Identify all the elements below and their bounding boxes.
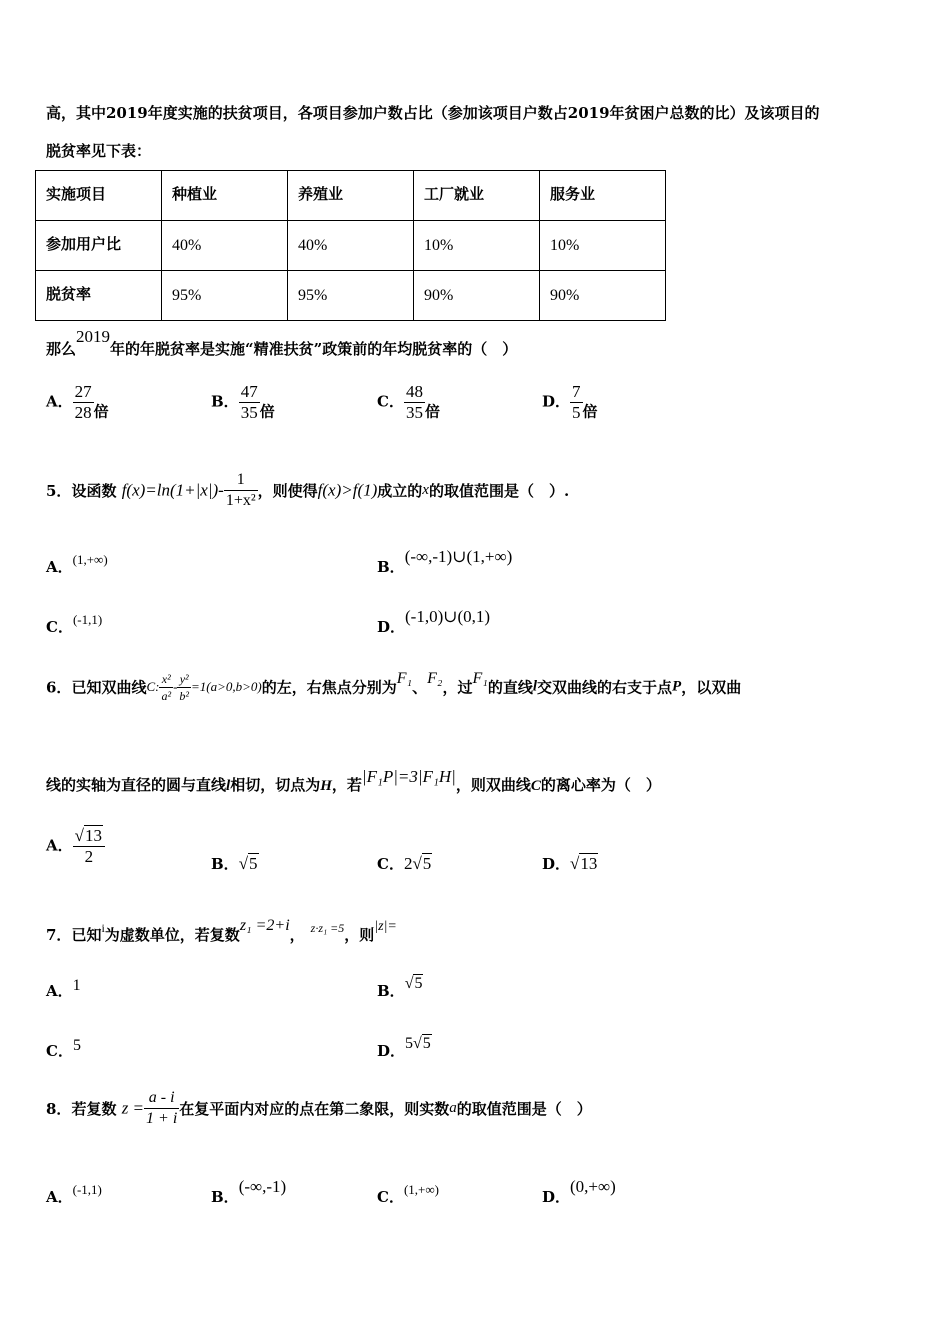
table-cell: 95% bbox=[162, 271, 288, 321]
q5-stem-text: ，则使得 bbox=[257, 482, 318, 500]
numerator: 27 bbox=[74, 382, 92, 401]
option-suffix: 倍 bbox=[424, 402, 440, 421]
table-header-cell: 种植业 bbox=[162, 171, 288, 221]
q8-stem-text: 在复平面内对应的点在第二象限，则实数 bbox=[179, 1100, 450, 1118]
option-label: B． bbox=[211, 1188, 239, 1206]
q4-option-b[interactable] bbox=[211, 382, 275, 423]
numerator: y² bbox=[177, 671, 191, 688]
q5-option-b[interactable] bbox=[377, 547, 513, 577]
option-value: (-∞,-1) bbox=[238, 1177, 287, 1196]
numerator: 48 bbox=[405, 382, 423, 401]
q4-stem-pre: 那么 bbox=[46, 340, 77, 358]
q8-option-c[interactable] bbox=[377, 1182, 439, 1207]
q6-stem-text: ，则双曲线 bbox=[455, 776, 531, 794]
q8-stem-text: 的取值范围是（ ） bbox=[456, 1100, 592, 1118]
q6-option-a[interactable] bbox=[46, 826, 105, 867]
sqrt-expression: √13 bbox=[74, 826, 102, 845]
sqrt-expression: 5√5 bbox=[405, 1035, 431, 1052]
q5-stem-text: 成立的 bbox=[377, 482, 423, 500]
option-suffix: 倍 bbox=[259, 402, 275, 421]
table-cell: 90% bbox=[540, 271, 666, 321]
option-label: D． bbox=[542, 855, 571, 873]
coefficient: 2 bbox=[403, 854, 413, 873]
denominator: a² bbox=[161, 688, 172, 703]
q6-line-l: l bbox=[532, 678, 538, 695]
q8-z: z = bbox=[121, 1098, 145, 1118]
option-value: 1 bbox=[72, 977, 81, 994]
denominator: 35 bbox=[405, 403, 423, 422]
table-header-cell: 工厂就业 bbox=[414, 171, 540, 221]
table-header-cell: 养殖业 bbox=[288, 171, 414, 221]
option-label: A． bbox=[46, 558, 73, 576]
question-number: 7． bbox=[46, 926, 72, 944]
option-value: (1,+∞) bbox=[72, 552, 108, 567]
radicand: 13 bbox=[84, 826, 102, 845]
option-fraction bbox=[404, 382, 425, 423]
q4-stem-post: 年的年脱贫率是实施“精准扶贫”政策前的年均脱贫率的（ ） bbox=[110, 340, 518, 358]
table-header-cell: 服务业 bbox=[540, 171, 666, 221]
option-label: C． bbox=[46, 1042, 73, 1060]
q6-option-b[interactable] bbox=[211, 853, 259, 874]
q5-function-fraction bbox=[224, 470, 258, 511]
question-number: 8． bbox=[46, 1100, 72, 1118]
option-label: C． bbox=[377, 392, 404, 411]
q6-line-l: l bbox=[226, 778, 231, 794]
q7-option-d[interactable] bbox=[377, 1035, 432, 1061]
option-fraction bbox=[570, 382, 583, 423]
denominator: 2 bbox=[84, 847, 94, 866]
numerator: 7 bbox=[572, 382, 581, 401]
numerator: 1 bbox=[224, 470, 258, 491]
option-suffix: 倍 bbox=[93, 402, 109, 421]
intro-line-2: 脱贫率见下表： bbox=[46, 142, 152, 160]
denominator: 1+x² bbox=[225, 492, 256, 509]
q6-y-fraction bbox=[177, 671, 191, 704]
table-row bbox=[36, 271, 666, 321]
denominator: b² bbox=[179, 688, 190, 703]
option-label: A． bbox=[46, 836, 73, 855]
q6-curve-c: C bbox=[530, 778, 541, 794]
sqrt-expression: √5 bbox=[238, 854, 258, 873]
q5-function: f(x)=ln(1+|x|)- bbox=[121, 480, 224, 500]
table-cell: 40% bbox=[288, 221, 414, 271]
q6-stem-text: 交双曲线的右支于点 bbox=[537, 678, 673, 697]
q8-option-d[interactable] bbox=[542, 1177, 616, 1207]
option-label: A． bbox=[46, 982, 73, 1000]
q7-imag-unit: i bbox=[101, 921, 105, 935]
q8-fraction bbox=[144, 1088, 179, 1129]
option-label: C． bbox=[377, 855, 404, 873]
q6-point-p: P bbox=[672, 678, 682, 695]
option-label: D． bbox=[377, 618, 406, 636]
q7-stem-text: 已知 bbox=[71, 926, 102, 944]
q5-variable: x bbox=[422, 482, 429, 498]
option-fraction bbox=[73, 382, 94, 423]
q6-focus-f1: F₁ bbox=[472, 670, 488, 687]
q5-option-c[interactable] bbox=[46, 612, 103, 637]
option-label: D． bbox=[542, 1188, 571, 1206]
q7-stem-text: 为虚数单位，若复数 bbox=[104, 926, 240, 944]
table-row-label: 参加用户比 bbox=[36, 221, 162, 271]
q6-stem-text: 线的实轴为直径的圆与直线 bbox=[46, 776, 227, 794]
q5-stem bbox=[46, 470, 569, 511]
radicand: 5 bbox=[422, 854, 432, 873]
radicand: 5 bbox=[249, 854, 258, 873]
q5-inequality: f(x)>f(1) bbox=[317, 480, 378, 500]
option-label: C． bbox=[377, 1188, 404, 1206]
q6-stem-text: 相切，切点为 bbox=[230, 776, 321, 794]
q5-option-a[interactable] bbox=[46, 552, 108, 577]
q6-focus-f1: F₁ bbox=[396, 670, 413, 687]
option-label: B． bbox=[377, 558, 405, 576]
denominator: 1 + i bbox=[146, 1110, 178, 1127]
q7-option-c[interactable] bbox=[46, 1037, 81, 1061]
option-label: B． bbox=[211, 855, 239, 873]
q6-point-h: H bbox=[320, 778, 332, 794]
denominator: 5 bbox=[572, 403, 581, 422]
option-value: (-1,1) bbox=[72, 1182, 102, 1197]
q6-x-fraction bbox=[159, 671, 173, 704]
table-cell: 10% bbox=[414, 221, 540, 271]
q6-stem-line-1 bbox=[46, 670, 741, 704]
denominator: 35 bbox=[240, 403, 258, 422]
option-suffix: 倍 bbox=[582, 402, 598, 421]
option-label: D． bbox=[377, 1042, 406, 1060]
q6-stem-text: 的直线 bbox=[487, 678, 533, 697]
option-label: B． bbox=[377, 982, 405, 1000]
q6-stem-text: ，若 bbox=[331, 776, 362, 794]
numerator: x² bbox=[159, 671, 173, 688]
option-value: (-∞,-1)∪(1,+∞) bbox=[404, 547, 513, 566]
q6-stem-text: ，以双曲 bbox=[681, 678, 742, 697]
q7-modulus: |z|= bbox=[374, 919, 397, 934]
option-fraction bbox=[73, 826, 105, 867]
q5-stem-text: 的取值范围是（ ）. bbox=[428, 482, 570, 500]
q6-separator: 、 bbox=[412, 678, 428, 697]
table-header-cell: 实施项目 bbox=[36, 171, 162, 221]
intro-line-1: 高，其中2019年度实施的扶贫项目，各项目参加户数占比（参加该项目户数占2019年贫困户总数的比）及该项目的 bbox=[46, 104, 820, 122]
coefficient: 5 bbox=[405, 1035, 414, 1052]
option-label: C． bbox=[46, 618, 73, 636]
table-cell: 95% bbox=[288, 271, 414, 321]
q6-focus-f2: F₂ bbox=[427, 670, 443, 687]
q4-year: 2019 bbox=[76, 327, 111, 346]
table-row-label: 脱贫率 bbox=[36, 271, 162, 321]
q6-stem-text: ，过 bbox=[442, 678, 473, 697]
q4-stem bbox=[46, 327, 518, 359]
radicand: 5 bbox=[414, 975, 423, 992]
q6-minus: - bbox=[173, 679, 178, 694]
q7-stem-text: ， bbox=[289, 926, 305, 944]
poverty-table bbox=[35, 170, 666, 321]
option-label: D． bbox=[542, 392, 571, 411]
q8-option-b[interactable] bbox=[211, 1177, 287, 1207]
sqrt-expression: √13 bbox=[570, 854, 598, 873]
q7-stem-text: ，则 bbox=[344, 926, 375, 944]
table-cell: 40% bbox=[162, 221, 288, 271]
sqrt-expression: √5 bbox=[404, 975, 423, 992]
question-number: 6． bbox=[46, 678, 72, 697]
numerator: 47 bbox=[240, 382, 258, 401]
table-row bbox=[36, 221, 666, 271]
q6-curve-condition: =1(a>0,b>0) bbox=[191, 679, 262, 694]
q8-option-a[interactable] bbox=[46, 1182, 102, 1207]
q6-stem-line-2 bbox=[46, 767, 661, 795]
q4-option-d[interactable] bbox=[542, 382, 598, 423]
option-value: 5 bbox=[72, 1037, 81, 1054]
q8-variable-a: a bbox=[449, 1100, 457, 1116]
numerator: a - i bbox=[144, 1088, 179, 1109]
q6-stem-text: 的左，右焦点分别为 bbox=[261, 678, 397, 697]
option-label: A． bbox=[46, 1188, 73, 1206]
q8-stem-text: 若复数 bbox=[71, 1100, 117, 1118]
table-cell: 10% bbox=[540, 221, 666, 271]
q5-option-d[interactable] bbox=[377, 607, 491, 637]
option-value: (-1,0)∪(0,1) bbox=[405, 607, 491, 626]
radicand: 5 bbox=[422, 1035, 431, 1052]
sqrt-expression: 2√5 bbox=[403, 854, 432, 873]
q6-option-d[interactable] bbox=[542, 853, 598, 874]
q7-option-a[interactable] bbox=[46, 977, 81, 1001]
q4-option-a[interactable] bbox=[46, 382, 109, 423]
option-fraction bbox=[239, 382, 260, 423]
q7-z1: z₁ =2+i bbox=[239, 917, 290, 934]
q4-option-c[interactable] bbox=[377, 382, 440, 423]
radicand: 13 bbox=[580, 854, 598, 873]
option-label: A． bbox=[46, 392, 73, 411]
q6-stem-text: 的离心率为（ ） bbox=[540, 776, 661, 794]
question-number: 5． bbox=[46, 482, 72, 500]
q6-option-c[interactable] bbox=[377, 853, 432, 874]
q7-product: z·z₁ =5 bbox=[310, 921, 345, 935]
q6-curve-label: C: bbox=[146, 679, 160, 694]
q5-stem-text: 设函数 bbox=[71, 482, 117, 500]
q8-stem bbox=[46, 1088, 592, 1129]
q7-option-b[interactable] bbox=[377, 975, 423, 1001]
denominator: 28 bbox=[74, 403, 92, 422]
option-value: (-1,1) bbox=[72, 612, 103, 627]
option-value: (1,+∞) bbox=[403, 1182, 439, 1197]
q6-condition: |F₁P|=3|F₁H| bbox=[361, 767, 456, 786]
option-value: (0,+∞) bbox=[570, 1177, 616, 1196]
q6-stem-text: 已知双曲线 bbox=[71, 678, 147, 697]
table-cell: 90% bbox=[414, 271, 540, 321]
table-header-row bbox=[36, 171, 666, 221]
option-label: B． bbox=[211, 392, 239, 411]
q7-stem bbox=[46, 917, 397, 945]
